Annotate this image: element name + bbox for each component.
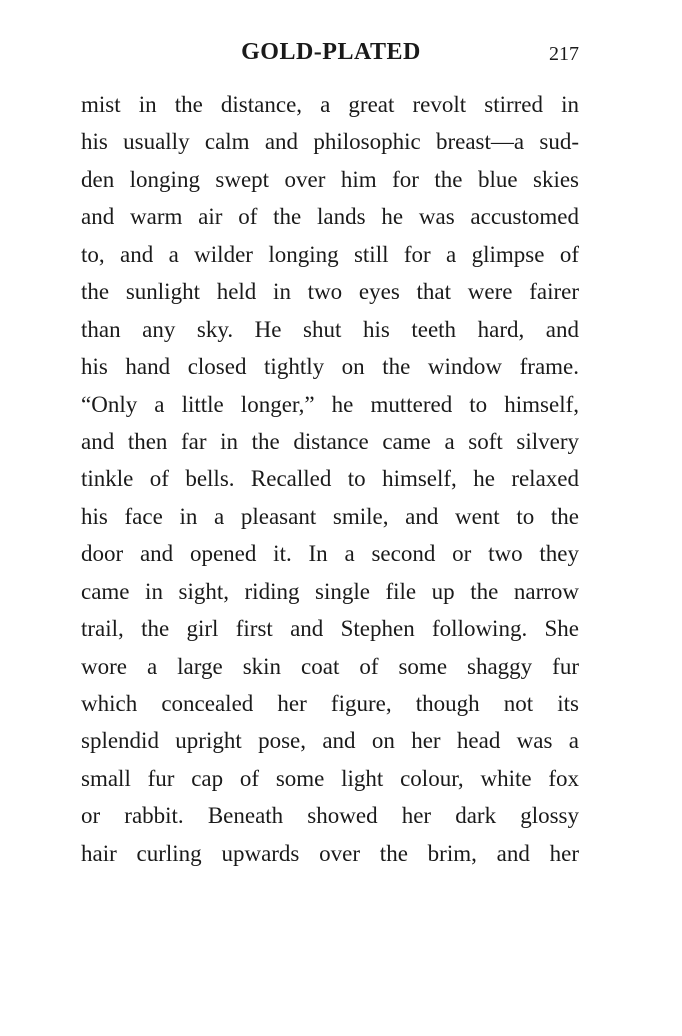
text-line: or rabbit. Beneath showed her dark glossy <box>81 803 579 829</box>
text-line: splendid upright pose, and on her head was a <box>81 728 579 754</box>
text-line: which concealed her figure, though not its <box>81 691 579 716</box>
running-head <box>0 36 682 68</box>
text-line: his hand closed tightly on the window frame. <box>81 354 579 380</box>
text-line: wore a large skin coat of some shaggy fur <box>81 653 579 679</box>
page-number: 217 <box>549 43 579 65</box>
text-line: mist in the distance, a great revolt stirred in <box>81 92 579 117</box>
text-line: the sunlight held in two eyes that were fairer <box>81 279 579 305</box>
text-line: to, and a wilder longing still for a glimpse of <box>81 241 579 267</box>
text-line: and warm air of the lands he was accustomed <box>81 204 579 230</box>
text-line: “Only a little longer,” he muttered to himself, <box>81 391 579 417</box>
body-text <box>81 86 579 872</box>
text-line: and then far in the distance came a soft silvery <box>81 428 579 454</box>
text-line: door and opened it. In a second or two they <box>81 541 579 567</box>
text-line: than any sky. He shut his teeth hard, and <box>81 316 579 342</box>
text-line: trail, the girl first and Stephen following. She <box>81 616 579 642</box>
text-line: his face in a pleasant smile, and went to the <box>81 503 579 529</box>
running-title: GOLD-PLATED <box>241 39 421 65</box>
text-line: his usually calm and philosophic breast—a sud- <box>81 129 579 155</box>
text-line: small fur cap of some light colour, white fox <box>81 765 579 791</box>
text-line: hair curling upwards over the brim, and her <box>81 840 579 866</box>
text-line: den longing swept over him for the blue skies <box>81 166 579 192</box>
text-line: came in sight, riding single file up the narrow <box>81 578 579 604</box>
text-line: tinkle of bells. Recalled to himself, he relaxed <box>81 466 579 492</box>
